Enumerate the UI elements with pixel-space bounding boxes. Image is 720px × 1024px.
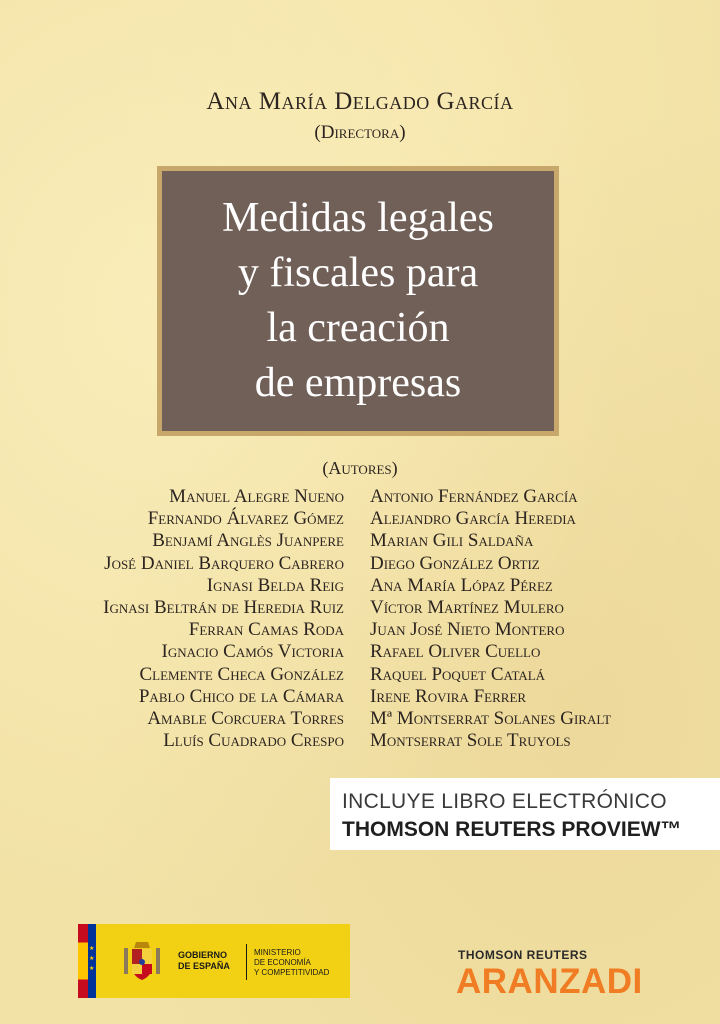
author-name: Juan José Nieto Montero <box>370 619 565 641</box>
author-name: Ignasi Beltrán de Heredia Ruiz <box>103 597 344 619</box>
author-name: Ignacio Camós Victoria <box>161 641 344 663</box>
author-name: Manuel Alegre Nueno <box>169 486 344 507</box>
author-name: Raquel Poquet Catalá <box>370 663 546 685</box>
ebook-line: INCLUYE LIBRO ELECTRÓNICO <box>342 790 667 813</box>
author-name: Montserrat Sole Truyols <box>370 730 571 752</box>
director-role: (Directora) <box>314 122 406 143</box>
authors-left-column <box>103 486 344 752</box>
author-name: José Daniel Barquero Cabrero <box>104 552 344 574</box>
author-name: Mª Montserrat Solanes Giralt <box>370 708 612 730</box>
author-name: Irene Rovira Ferrer <box>370 685 527 707</box>
title-line: Medidas legales <box>222 195 494 241</box>
eu-flag-icon: ★ ★ ★ <box>88 924 96 998</box>
title-line: la creación <box>266 305 450 351</box>
title-line: y fiscales para <box>237 250 479 296</box>
coat-of-arms-icon <box>122 938 162 984</box>
government-label: GOBIERNO DE ESPAÑA <box>178 950 230 971</box>
spain-flag-icon <box>78 924 88 998</box>
ministry-label: MINISTERIO DE ECONOMÍA Y COMPETITIVIDAD <box>254 948 330 977</box>
government-logo <box>78 924 350 998</box>
ebook-product: THOMSON REUTERS PROVIEW™ <box>342 818 682 841</box>
author-name: Clemente Checa González <box>139 663 344 685</box>
ebook-banner <box>330 778 720 850</box>
author-name: Alejandro García Heredia <box>370 508 576 530</box>
author-name: Marian Gili Saldaña <box>370 530 534 552</box>
title-box <box>157 166 559 436</box>
author-name: Amable Corcuera Torres <box>147 708 344 730</box>
author-name: Benjamí Anglès Juanpere <box>152 530 344 552</box>
author-name: Ana María Lópaz Pérez <box>370 574 553 596</box>
author-name: Rafael Oliver Cuello <box>370 641 541 663</box>
authors-heading: (Autores) <box>322 458 398 478</box>
title-line: de empresas <box>254 360 462 406</box>
authors-right-column <box>370 486 611 752</box>
publisher-parent: THOMSON REUTERS <box>458 948 588 962</box>
author-name: Antonio Fernández García <box>370 486 578 507</box>
author-name: Pablo Chico de la Cámara <box>138 685 344 707</box>
author-name: Lluís Cuadrado Crespo <box>163 730 344 752</box>
author-name: Ferran Camas Roda <box>188 619 344 641</box>
author-name: Diego González Ortiz <box>370 552 540 574</box>
author-name: Víctor Martínez Mulero <box>370 597 564 619</box>
author-name: Fernando Álvarez Gómez <box>147 508 344 530</box>
director-name: Ana María Delgado García <box>206 88 514 115</box>
publisher-name: ARANZADI <box>456 962 643 1001</box>
author-name: Ignasi Belda Reig <box>206 574 344 596</box>
logo-divider <box>246 944 247 980</box>
